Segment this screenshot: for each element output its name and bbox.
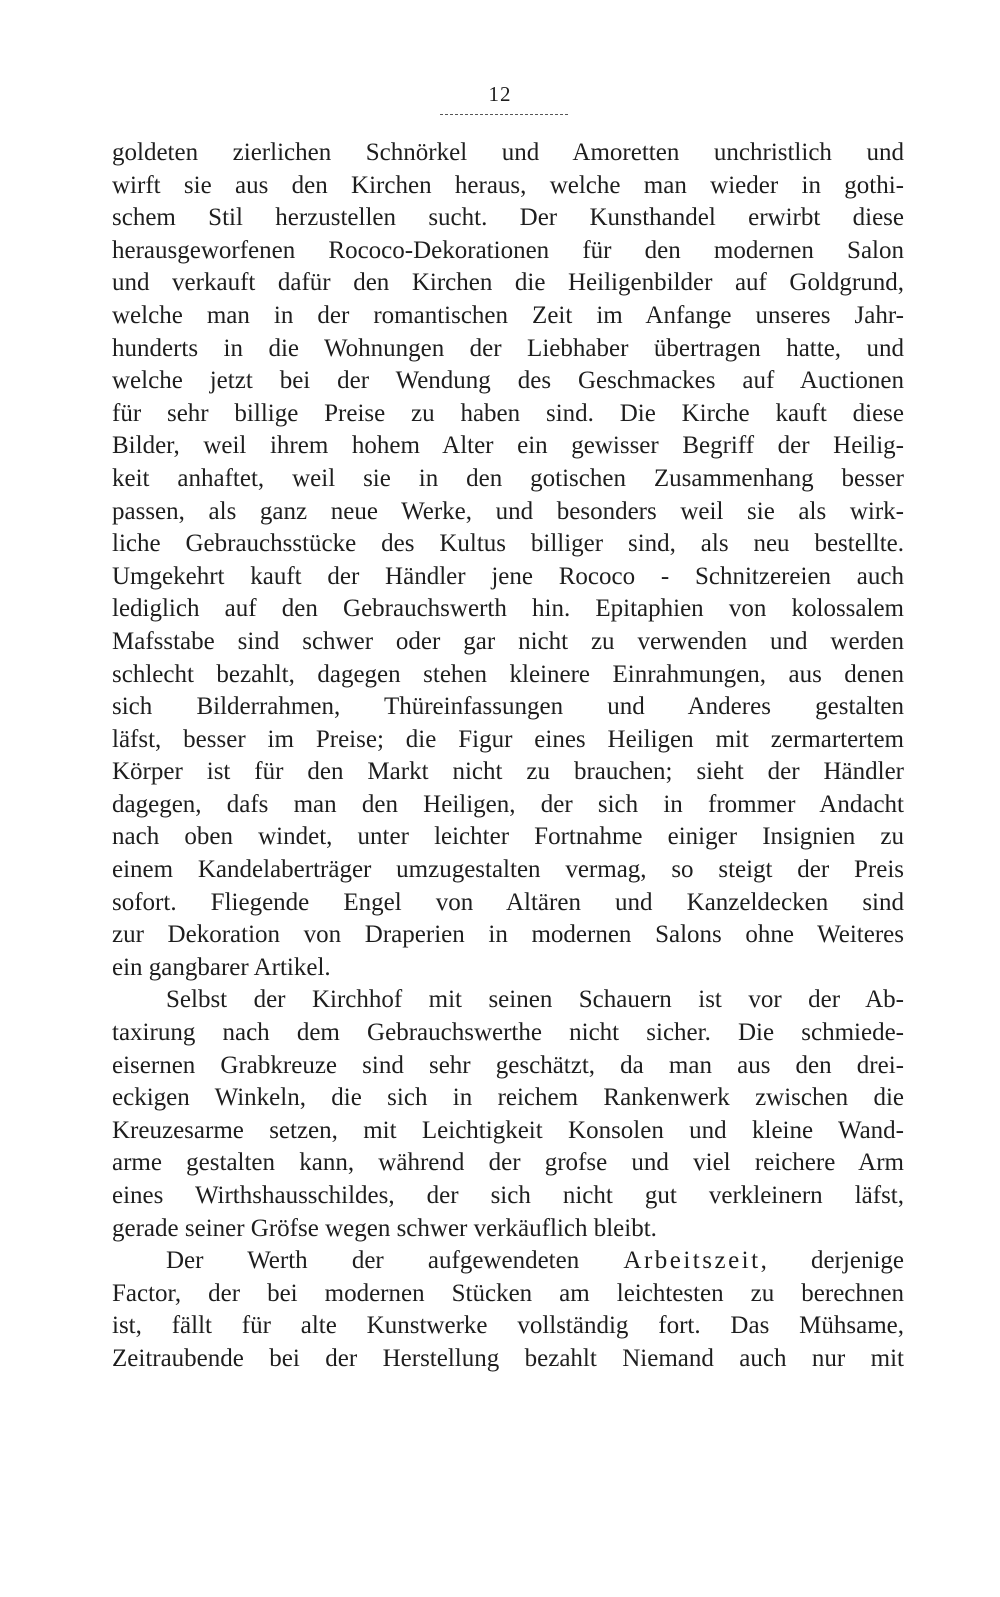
text-line: welche man in der romantischen Zeit im Anfange unseres Jahr- xyxy=(112,301,904,329)
text-line: schem Stil herzustellen sucht. Der Kunsthandel erwirbt diese xyxy=(112,204,904,232)
text-line: herausgeworfenen Rococo-Dekorationen für den modernen Salon xyxy=(112,236,904,264)
text-fragment: , derjenige xyxy=(760,1247,904,1275)
text-line: welche jetzt bei der Wendung des Geschmackes auf Auctionen xyxy=(112,367,904,395)
text-fragment: Der Werth der aufgewendeten xyxy=(166,1247,624,1275)
text-line: arme gestalten kann, während der grofse und viel reichere Arm xyxy=(112,1149,904,1177)
text-line: dagegen, dafs man den Heiligen, der sich in frommer Andacht xyxy=(112,790,904,818)
page-number: 12 xyxy=(488,82,512,106)
text-line: goldeten zierlichen Schnörkel und Amoretten unchristlich und xyxy=(112,139,904,166)
text-line: gerade seiner Gröfse wegen schwer verkäuflich bleibt. xyxy=(112,1214,657,1242)
text-line: liche Gebrauchsstücke des Kultus billiger sind, als neu bestellte. xyxy=(112,530,904,558)
text-line: Zeitraubende bei der Herstellung bezahlt Niemand auch nur mit xyxy=(112,1344,904,1372)
text-line: wirft sie aus den Kirchen heraus, welche man wieder in gothi- xyxy=(112,171,904,199)
text-line: läfst, besser im Preise; die Figur eines Heiligen mit zermartertem xyxy=(112,725,904,753)
text-line xyxy=(112,1245,904,1278)
header-rule xyxy=(440,114,568,115)
text-line: und verkauft dafür den Kirchen die Heiligenbilder auf Goldgrund, xyxy=(112,269,904,297)
text-line: ein gangbarer Artikel. xyxy=(112,953,331,981)
text-line: eckigen Winkeln, die sich in reichem Rankenwerk zwischen die xyxy=(112,1084,904,1112)
text-line: taxirung nach dem Gebrauchswerthe nicht sicher. Die schmiede- xyxy=(112,1019,904,1047)
text-line: lediglich auf den Gebrauchswerth hin. Epitaphien von kolossalem xyxy=(112,595,904,623)
body-text xyxy=(112,137,904,1376)
text-line: sofort. Fliegende Engel von Altären und Kanzeldecken sind xyxy=(112,888,904,916)
text-line: Körper ist für den Markt nicht zu brauchen; sieht der Händler xyxy=(112,758,904,786)
text-line: nach oben windet, unter leichter Fortnahme einiger Insignien zu xyxy=(112,823,904,851)
text-line: eisernen Grabkreuze sind sehr geschätzt, da man aus den drei- xyxy=(112,1051,904,1079)
text-line: keit anhaftet, weil sie in den gotischen Zusammenhang besser xyxy=(112,464,904,492)
text-line: Mafsstabe sind schwer oder gar nicht zu verwenden und werden xyxy=(112,627,904,655)
text-line: Factor, der bei modernen Stücken am leichtesten zu berechnen xyxy=(112,1279,904,1307)
emphasized-text: Arbeitszeit xyxy=(623,1247,761,1275)
text-line: für sehr billige Preise zu haben sind. Die Kirche kauft diese xyxy=(112,399,904,427)
text-line: hunderts in die Wohnungen der Liebhaber übertragen hatte, und xyxy=(112,334,904,362)
text-line: Bilder, weil ihrem hohem Alter ein gewisser Begriff der Heilig- xyxy=(112,432,904,460)
text-line: Kreuzesarme setzen, mit Leichtigkeit Konsolen und kleine Wand- xyxy=(112,1116,904,1144)
text-line: passen, als ganz neue Werke, und besonders weil sie als wirk- xyxy=(112,497,904,525)
text-line: zur Dekoration von Draperien in modernen Salons ohne Weiteres xyxy=(112,921,904,949)
text-line: schlecht bezahlt, dagegen stehen kleinere Einrahmungen, aus denen xyxy=(112,660,904,688)
text-line: Selbst der Kirchhof mit seinen Schauern ist vor der Ab- xyxy=(166,986,904,1014)
text-line: sich Bilderrahmen, Thüreinfassungen und Anderes gestalten xyxy=(112,693,904,721)
text-line: einem Kandelaberträger umzugestalten vermag, so steigt der Preis xyxy=(112,856,904,884)
text-line: ist, fällt für alte Kunstwerke vollständig fort. Das Mühsame, xyxy=(112,1312,904,1340)
text-line: Umgekehrt kauft der Händler jene Rococo - Schnitzereien auch xyxy=(112,562,904,590)
text-line: eines Wirthshausschildes, der sich nicht gut verkleinern läfst, xyxy=(112,1182,904,1209)
